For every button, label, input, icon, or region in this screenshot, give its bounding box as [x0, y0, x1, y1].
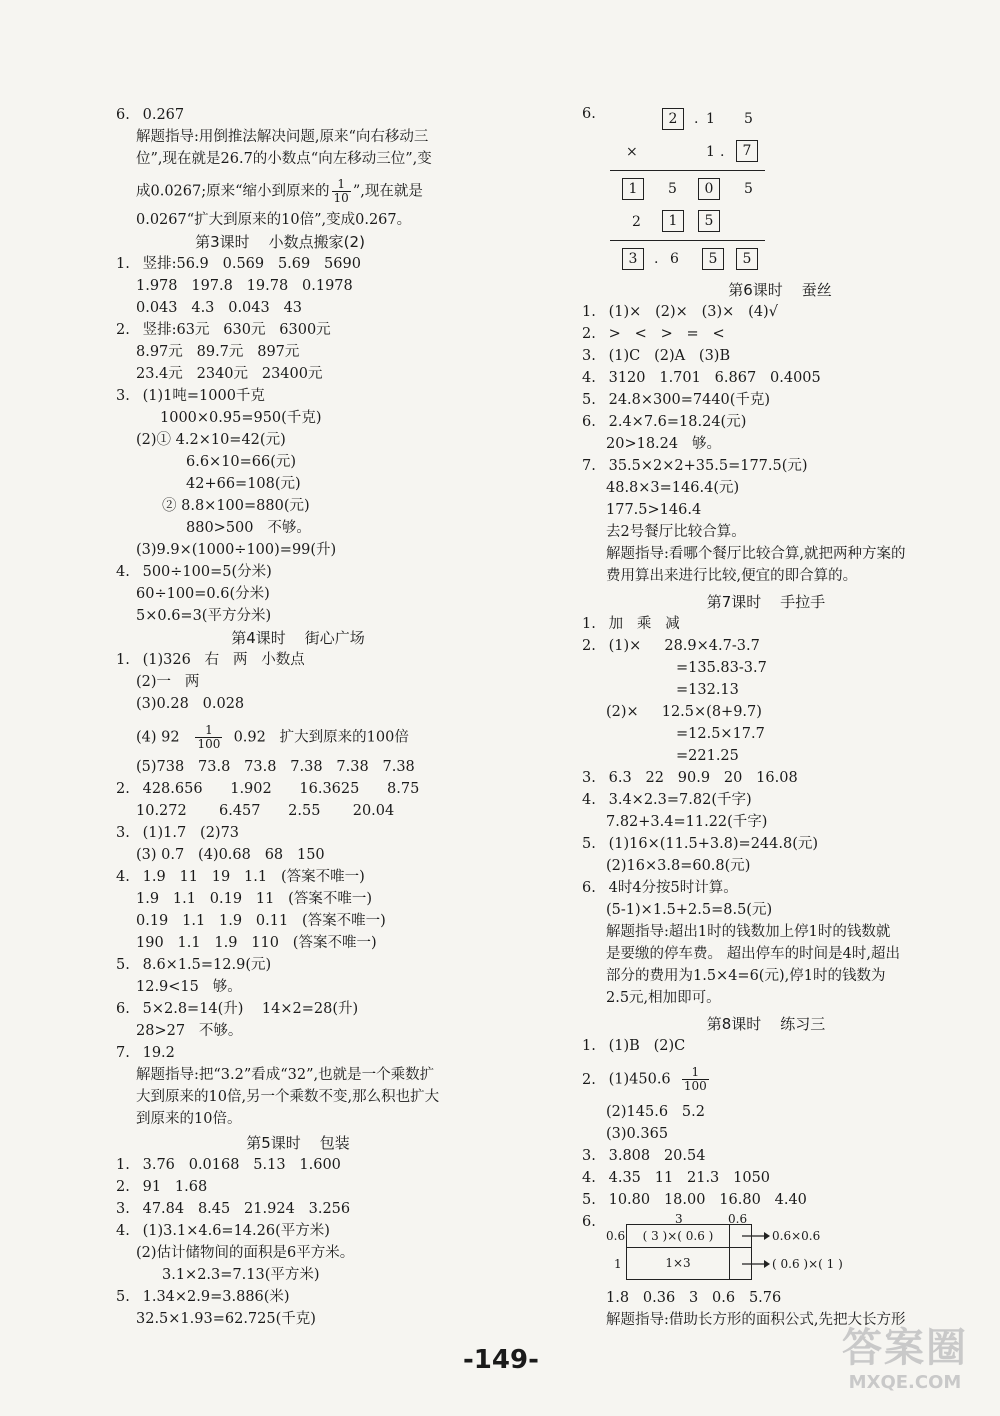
- answer-line: (3)9.9×(1000÷100)=99(升): [136, 542, 337, 558]
- answer-line: 1.9 1.1 0.19 11 (答案不唯一): [136, 891, 372, 907]
- multiply-sign: ×: [626, 144, 638, 160]
- hint-line: 0.0267“扩大到原来的10倍”,变成0.267。: [136, 212, 412, 228]
- diagram-label: ( 0.6 )×( 1 ): [772, 1257, 843, 1271]
- answer-line: 去2号餐厅比较合算。: [606, 524, 746, 540]
- digit: .: [694, 111, 699, 127]
- hint-line: 解题指导:把“3.2”看成“32”,也就是一个乘数扩: [136, 1067, 435, 1083]
- answer-box: 7: [736, 140, 758, 162]
- diagram-label: 0.6: [728, 1212, 748, 1226]
- digit: 5: [744, 181, 753, 197]
- question-item: 2. (1)× 28.9×4.7-3.7: [582, 638, 760, 654]
- digit: 6: [670, 251, 679, 267]
- answer-line: 0.043 4.3 0.043 43: [136, 300, 303, 316]
- digit: 5: [668, 181, 677, 197]
- answer-line: 10.272 6.457 2.55 20.04: [136, 803, 395, 819]
- hint-line: 解题指导:借助长方形的面积公式,先把大长方形: [606, 1312, 906, 1328]
- diagram-cell: 1×3: [665, 1256, 691, 1270]
- question-item: 7. 19.2: [116, 1045, 175, 1061]
- answer-line: 60÷100=0.6(分米): [136, 586, 270, 602]
- divider-v: [729, 1225, 730, 1279]
- hint-line: 部分的费用为1.5×4=6(元),停1时的钱数为: [606, 968, 886, 984]
- question-item: 3. 6.3 22 90.9 20 16.08: [582, 770, 798, 786]
- question-item: 3. 3.808 20.54: [582, 1148, 706, 1164]
- fraction: $\frac{1}{100}$: [683, 1065, 707, 1093]
- answer-line: =221.25: [676, 748, 739, 764]
- answer-line: 5×0.6=3(平方分米): [136, 608, 272, 624]
- rule-line: [610, 170, 765, 171]
- hint-line: 解题指导:用倒推法解决问题,原来“向右移动三: [136, 129, 429, 145]
- answer-line: 0.19 1.1 1.9 0.11 (答案不唯一): [136, 913, 386, 929]
- question-item: 1. 加 乘 减: [582, 616, 680, 632]
- lesson-title: 第6课时 蚕丝: [728, 281, 832, 299]
- question-item: 4. 3120 1.701 6.867 0.4005: [582, 370, 821, 386]
- question-item: 2. 428.656 1.902 16.3625 8.75: [116, 781, 420, 797]
- question-item: 4. 500÷100=5(分米): [116, 564, 272, 580]
- answer-line: 23.4元 2340元 23400元: [136, 366, 323, 382]
- answer-box: 3: [622, 248, 644, 270]
- watermark-url: MXQE.COM: [848, 1372, 962, 1393]
- page-number: -149-: [463, 1345, 539, 1375]
- question-item: 1. (1)326 右 两 小数点: [116, 652, 305, 668]
- question-item: 5. 24.8×300=7440(千克): [582, 392, 771, 408]
- answer-line: (3) 0.7 (4)0.68 68 150: [136, 847, 325, 863]
- question-item: 4. 4.35 11 21.3 1050: [582, 1170, 771, 1186]
- answer-box: 5: [736, 248, 758, 270]
- hint-line: 成0.0267;原来“缩小到原来的 $\frac{1}{10}$ ”,现在就是: [136, 177, 423, 205]
- digit: 5: [744, 111, 753, 127]
- answer-box: 1: [622, 178, 644, 200]
- hint-line: 大到原来的10倍,另一个乘数不变,那么积也扩大: [136, 1089, 440, 1105]
- answer-line: (2)估计储物间的面积是6平方米。: [136, 1245, 355, 1261]
- answer-line: 6.6×10=66(元): [186, 454, 297, 470]
- question-item: 6. 5×2.8=14(升) 14×2=28(升): [116, 1001, 359, 1017]
- answer-line: (3)0.365: [606, 1126, 669, 1142]
- answer-line: =135.83-3.7: [676, 660, 767, 676]
- lesson-title: 第4课时 街心广场: [231, 629, 365, 647]
- answer-line: 12.9<15 够。: [136, 979, 242, 995]
- answer-line: (2)× 12.5×(8+9.7): [606, 704, 762, 720]
- hint-line: 是要缴的停车费。 超出停车的时间是4时,超出: [606, 946, 900, 962]
- question-number: 6.: [582, 106, 596, 122]
- question-item: 4. 1.9 11 19 1.1 (答案不唯一): [116, 869, 365, 885]
- question-item: 2. 91 1.68: [116, 1179, 208, 1195]
- answer-box: 2: [662, 108, 684, 130]
- answer-box: 5: [698, 210, 720, 232]
- question-item: 5. 8.6×1.5=12.9(元): [116, 957, 272, 973]
- diagram-cell: ( 3 )×( 0.6 ): [642, 1229, 714, 1243]
- question-item: 2. 竖排:63元 630元 6300元: [116, 322, 331, 338]
- digit: .: [720, 144, 725, 160]
- answer-line: 177.5>146.4: [606, 502, 702, 518]
- question-item: 5. 1.34×2.9=3.886(米): [116, 1289, 290, 1305]
- answer-line: ② 8.8×100=880(元): [162, 498, 310, 514]
- watermark-logo: [820, 1325, 990, 1405]
- question-item: 1. 竖排:56.9 0.569 5.69 5690: [116, 256, 361, 272]
- question-item: 3. (1)1吨=1000千克: [116, 388, 265, 404]
- question-item: 3. 47.84 8.45 21.924 3.256: [116, 1201, 351, 1217]
- divider-h: [627, 1247, 751, 1248]
- answer-line: 48.8×3=146.4(元): [606, 480, 740, 496]
- question-item: 6. 4时4分按5时计算。: [582, 880, 738, 896]
- answer-line: 1.8 0.36 3 0.6 5.76: [606, 1290, 782, 1306]
- answer-line: (5-1)×1.5+2.5=8.5(元): [606, 902, 773, 918]
- fraction: $\frac{1}{100}$: [197, 723, 221, 751]
- question-item: 3. (1)1.7 (2)73: [116, 825, 240, 841]
- answer-line: 28>27 不够。: [136, 1023, 243, 1039]
- answer-line: 880>500 不够。: [186, 520, 311, 536]
- question-item: 3. (1)C (2)A (3)B: [582, 348, 731, 364]
- fraction: $\frac{1}{10}$: [333, 177, 349, 205]
- hint-line: 2.5元,相加即可。: [606, 990, 721, 1006]
- hint-line: 解题指导:超出1时的钱数加上停1时的钱数就: [606, 924, 891, 940]
- answer-line: (3)0.28 0.028: [136, 696, 245, 712]
- answer-line: =132.13: [676, 682, 739, 698]
- hint-line: 位”,现在就是26.7的小数点“向左移动三位”,变: [136, 151, 432, 167]
- digit: 2: [632, 214, 641, 230]
- answer-line: (5)738 73.8 73.8 7.38 7.38 7.38: [136, 759, 415, 775]
- question-number: 6.: [582, 1214, 596, 1230]
- question-item: 1. 3.76 0.0168 5.13 1.600: [116, 1157, 341, 1173]
- answer-line: 190 1.1 1.9 110 (答案不唯一): [136, 935, 377, 951]
- lesson-title: 第8课时 练习三: [706, 1015, 826, 1033]
- lesson-title: 第7课时 手拉手: [706, 593, 826, 611]
- answer-line: 1.978 197.8 19.78 0.1978: [136, 278, 353, 294]
- digit: 1: [706, 144, 715, 160]
- answer-line: 3.1×2.3=7.13(平方米): [162, 1267, 320, 1283]
- hint-line: 到原来的10倍。: [136, 1111, 242, 1127]
- question-item: 1. (1)× (2)× (3)× (4)√: [582, 304, 778, 320]
- question-item: 7. 35.5×2×2+35.5=177.5(元): [582, 458, 808, 474]
- big-rectangle: [626, 1224, 752, 1280]
- question-item: 4. (1)3.1×4.6=14.26(平方米): [116, 1223, 330, 1239]
- question-item: 6. 2.4×7.6=18.24(元): [582, 414, 747, 430]
- digit: 1: [706, 111, 715, 127]
- answer-box: 5: [702, 248, 724, 270]
- question-item: 2. (1)450.6 $\frac{1}{100}$: [582, 1065, 707, 1093]
- hint-line: 解题指导:看哪个餐厅比较合算,就把两种方案的: [606, 546, 906, 562]
- answer-line: 1000×0.95=950(千克): [160, 410, 322, 426]
- answer-line: (2)145.6 5.2: [606, 1104, 705, 1120]
- lesson-title: 第5课时 包装: [246, 1134, 350, 1152]
- question-item: 5. 10.80 18.00 16.80 4.40: [582, 1192, 807, 1208]
- diagram-label: 3: [675, 1212, 683, 1226]
- hint-line: 费用算出来进行比较,便宜的即合算的。: [606, 568, 858, 584]
- diagram-label: 0.6: [606, 1229, 626, 1243]
- digit: .: [654, 251, 659, 267]
- lesson-title: 第3课时 小数点搬家(2): [195, 233, 365, 251]
- answer-line: (2)① 4.2×10=42(元): [136, 432, 286, 448]
- answer-box: 1: [662, 210, 684, 232]
- answer-line: 8.97元 89.7元 897元: [136, 344, 300, 360]
- answer-line: =12.5×17.7: [676, 726, 765, 742]
- diagram-label: 0.6×0.6: [772, 1229, 821, 1243]
- answer-box: 0: [698, 178, 720, 200]
- watermark-text: 答案圈: [842, 1325, 968, 1371]
- question-item: 5. (1)16×(11.5+3.8)=244.8(元): [582, 836, 819, 852]
- arrow-icon: [740, 1226, 770, 1276]
- question-item: 4. 3.4×2.3=7.82(千字): [582, 792, 752, 808]
- answer-line: 32.5×1.93=62.725(千克): [136, 1311, 316, 1327]
- answer-line: (2)16×3.8=60.8(元): [606, 858, 751, 874]
- rule-line: [610, 240, 765, 241]
- answer-line: 20>18.24 够。: [606, 436, 721, 452]
- question-item: 2. > < > = <: [582, 326, 725, 342]
- diagram-label: 1: [614, 1257, 622, 1271]
- question-item: 1. (1)B (2)C: [582, 1038, 686, 1054]
- answer-line: 7.82+3.4=11.22(千字): [606, 814, 768, 830]
- question-item: 6. 0.267: [116, 107, 185, 123]
- answer-line: (2)一 两: [136, 674, 200, 690]
- answer-line: (4) 92 $\frac{1}{100}$ 0.92 扩大到原来的100倍: [136, 723, 409, 751]
- answer-line: 42+66=108(元): [186, 476, 301, 492]
